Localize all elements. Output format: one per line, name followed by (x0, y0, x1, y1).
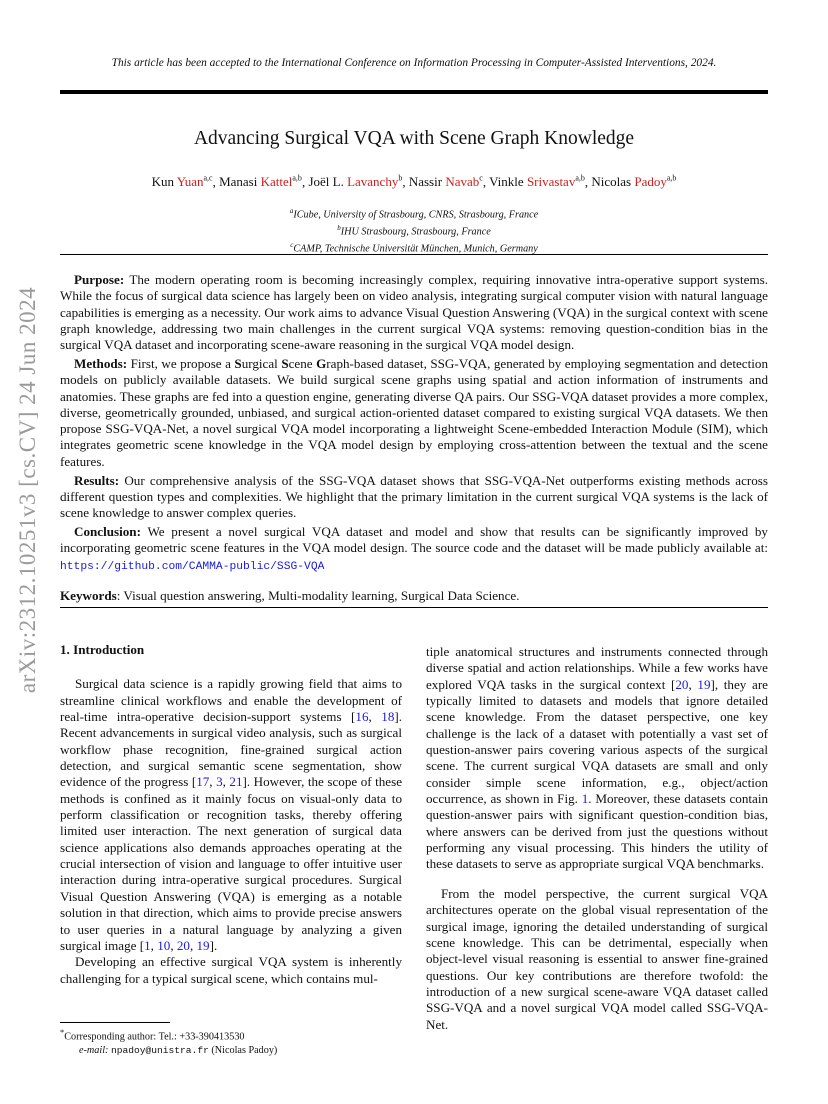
abstract-bottom-rule (60, 607, 768, 608)
abstract-results: Results: Our comprehensive analysis of the SSG-VQA dataset shows that SSG-VQA-Net outperforms existing methods across different question types and complexities. We highlight that the primary limitation in the current surgical VQA systems is the lack of scene knowledge to answer complex queries. (60, 472, 768, 521)
citation-link[interactable]: 1 (144, 937, 151, 953)
section-heading-introduction: 1. Introduction (60, 642, 145, 657)
citation-link[interactable]: 20 (176, 937, 190, 953)
github-link[interactable]: https://github.com/CAMMA-public/SSG-VQA (60, 560, 325, 573)
left-column (60, 642, 402, 987)
abstract (60, 272, 768, 577)
author: Manasi Kattel$^{a,b}$ (219, 174, 302, 190)
citation-link[interactable]: 18 (381, 709, 395, 725)
author-link[interactable]: Srivastav (526, 174, 576, 190)
author: Nassir Navab$^c$ (408, 174, 483, 190)
citation-link[interactable]: 20 (675, 676, 689, 692)
citation-link[interactable]: 10 (157, 937, 171, 953)
author: Nicolas Padoy$^{a,b}$ (591, 174, 677, 190)
citation-link[interactable]: 19 (196, 937, 210, 953)
author-link[interactable]: Padoy (634, 174, 667, 190)
paper-title: Advancing Surgical VQA with Scene Graph Knowledge (193, 128, 635, 149)
citation-link[interactable]: 21 (229, 774, 243, 790)
author-link[interactable]: Lavanchy (347, 174, 399, 190)
affiliation: $^a$ICube, University of Strasbourg, CNRS, Strasbourg, France (289, 207, 539, 221)
intro-paragraph: Developing an effective surgical VQA system is inherently challenging for a typical surgical scene, which contains mul- (60, 954, 402, 986)
author-link[interactable]: Navab (445, 174, 480, 190)
intro-paragraph: Surgical data science is a rapidly growing field that aims to streamline clinical workflows and enable the development of real-time intra-operative decision-support systems [16, 18]. Recent advancements in surgical video analysis, such as surgical workflow phase recognition, fine-grained surgical action detection, and surgical semantic scene segmentation, show evidence of the progress [17, 3, 21]. However, the scope of these methods is confined as it mainly focus on visual-only data to perform classification or recognition tasks, thereby offering limited user interaction. The next generation of surgical data science applications also demands approaches operating at the crucial intersection of vision and language to offer intuitive user interaction during intra-operative surgical procedures. Surgical Visual Question Answering (VQA) is emerging as a notable solution in that direction, which aims to provide precise answers to user queries in a natural language by analyzing a given surgical image [1, 10, 20, 19]. (60, 676, 403, 953)
footnote (60, 1025, 277, 1058)
abstract-conclusion: Conclusion: We present a novel surgical VQA dataset and model and show that results can be significantly improved by incorporating geometric scene features in the VQA model design. The source code and the dataset will be made publicly available at: https://github.com/CAMMA-public/SSG-VQA (60, 523, 768, 573)
intro-paragraph: tiple anatomical structures and instruments connected through diverse spatial and action relationships. While a few works have explored VQA tasks in the surgical context [20, 19], they are typically limited to datasets and models that ignore detailed scene knowledge. From the dataset perspective, one key challenge is the lack of a dataset with potentially a vast set of question-answer pairs covering various aspects of the surgical scene. The current surgical VQA datasets are small and only consider simple scene information, e.g., object/action occurrence, as shown in Fig. 1. Moreover, these datasets contain question-answer pairs with significant question-condition bias, where answers can be derived from just the questions without performing any visual processing. This hinders the utility of these datasets to serve as appropriate surgical VQA benchmarks. (426, 644, 768, 872)
author-list: Kun Yuan$^{a,c}$, Manasi Kattel$^{a,b}$, Joël L. Lavanchy$^b$, Nassir Navab$^c$, Vinkle Srivastav$^{a,b}$, Nicolas Padoy$^{a,b}$ (151, 174, 677, 190)
abstract-methods: Methods: First, we propose a Surgical Scene Graph-based dataset, SSG-VQA, generated by employing segmentation and detection models on publicly available datasets. We build surgical scene graphs using spatial and action information of instruments and anatomies. These graphs are fed into a question engine, generating diverse QA pairs. Our SSG-VQA dataset provides a more complex, diverse, geometrically grounded, unbiased, and surgical action-oriented dataset compared to existing surgical VQA datasets. We then propose SSG-VQA-Net, a novel surgical VQA model incorporating a lightweight Scene-embedded Interaction Module (SIM), which integrates geometric scene knowledge in the VQA model design by employing cross-attention between the textual and the scene features. (60, 355, 768, 469)
affiliation: $^c$CAMP, Technische Universität München, Munich, Germany (290, 240, 538, 255)
citation-link[interactable]: 19 (697, 676, 711, 692)
footnote-rule (60, 1022, 170, 1023)
affiliations (60, 205, 768, 256)
acceptance-note: This article has been accepted to the International Conference on Information Processing in Computer-Assisted Interventions, 2024. (111, 57, 717, 69)
arxiv-stamp-text: arXiv:2312.10251v3 [cs.CV] 24 Jun 2024 (15, 286, 40, 694)
intro-paragraph: From the model perspective, the current surgical VQA architectures operate on the global visual representation of the surgical image, ignoring the detailed understanding of surgical scene knowledge. This can be detrimental, especially when object-level visual reasoning is essential to answer fine-grained questions. Our key contributions are therefore twofold: the introduction of a new surgical scene-aware VQA dataset called SSG-VQA and a novel surgical VQA model called SSG-VQA-Net. (426, 885, 768, 1032)
author: Joël L. Lavanchy$^b$ (308, 174, 403, 190)
email-link[interactable]: npadoy@unistra.fr (110, 1045, 209, 1057)
citation-link[interactable]: 17 (196, 774, 210, 790)
keywords: Keywords: Visual question answering, Multi-modality learning, Surgical Data Science. (60, 588, 520, 603)
abstract-top-rule (60, 254, 768, 255)
affiliation: $^b$IHU Strasbourg, Strasbourg, France (337, 223, 491, 238)
arxiv-stamp (6, 286, 50, 694)
citation-link[interactable]: 16 (355, 709, 369, 725)
top-rule (60, 90, 768, 94)
author: Kun Yuan$^{a,c}$ (151, 174, 213, 190)
author: Vinkle Srivastav$^{a,b}$ (489, 174, 585, 190)
author-link[interactable]: Kattel (260, 174, 293, 190)
author-link[interactable]: Yuan (176, 174, 204, 190)
footnote-email: e-mail: npadoy@unistra.fr (Nicolas Padoy) (79, 1045, 278, 1057)
footnote-line: *Corresponding author: Tel.: +33-390413530 (60, 1027, 245, 1043)
abstract-purpose: Purpose: The modern operating room is becoming increasingly complex, requiring innovative intra-operative support systems. While the focus of surgical data science has largely been on video analysis, integrating surgical computer vision with natural language capabilities is emerging as a necessity. Our work aims to advance Visual Question Answering (VQA) in the surgical context with scene graph knowledge, addressing two main challenges in the current surgical VQA systems: removing question-condition bias in the surgical VQA dataset and incorporating scene-aware reasoning in the surgical VQA model design. (60, 272, 769, 353)
right-column (426, 644, 768, 1033)
figure-link[interactable]: 1 (581, 791, 589, 807)
citation-link[interactable]: 3 (216, 774, 223, 790)
